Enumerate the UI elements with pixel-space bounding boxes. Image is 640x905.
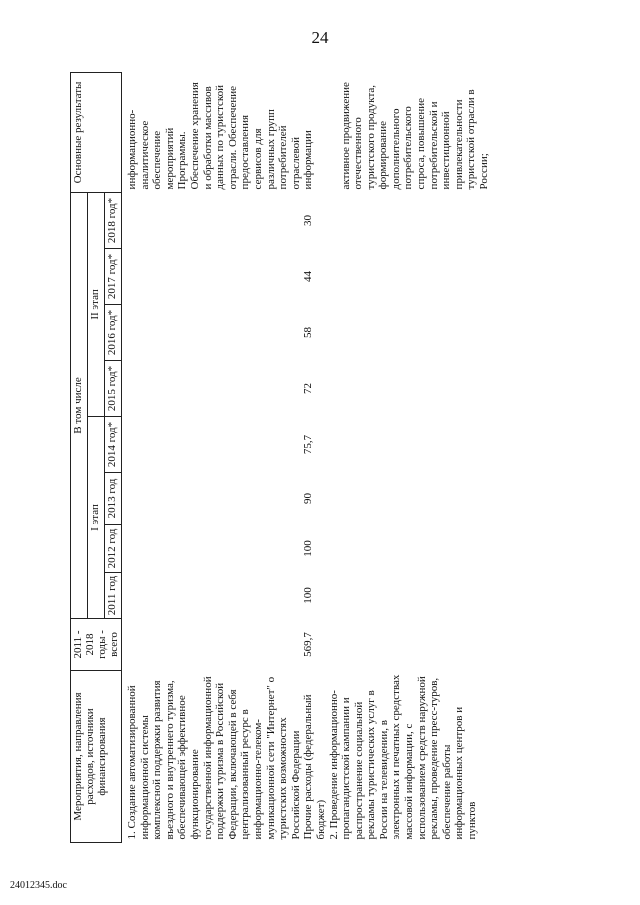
header-year: 2011 год bbox=[105, 573, 122, 619]
item-1-title: 1. Создание автоматизированной информационной системы комплексной поддержки развития въездного и внутреннего туризма, обеспечивающей эффективное функционирование государственной информационной поддержки туризма в Российской Федерации, включающей в себя централизованный ресурс в информационно-телеком-муникационной сети "Интернет" о туристских возможностях Российской Федерации bbox=[126, 676, 302, 840]
item-2-result: активное продвижение отечественного туристского продукта, формирование дополнительного потребительского спроса, повышение потребительской и инвестиционной привлекательности туристской отрасли в России; bbox=[339, 82, 491, 190]
header-activity: Мероприятия, направления расходов, источники финансирования bbox=[71, 671, 122, 843]
header-year: 2018 год* bbox=[105, 192, 122, 248]
item-1-result: информационно-аналитическое обеспечение мероприятий Программы. Обеспечение хранения и обработки массивов данных по туристской отрасли. Обеспечение предоставления сервисов для различных групп потребителей отраслевой информации bbox=[126, 82, 315, 190]
header-year: 2015 год* bbox=[105, 361, 122, 417]
item-1-value: 44 bbox=[302, 271, 315, 282]
header-results: Основные результаты bbox=[71, 72, 122, 192]
header-year: 2017 год* bbox=[105, 249, 122, 305]
item-1-value: 58 bbox=[302, 327, 315, 338]
header-year: 2013 год bbox=[105, 473, 122, 525]
item-1-value: 90 bbox=[302, 493, 315, 504]
budget-table bbox=[70, 72, 491, 843]
item-2-title: 2. Проведение информационно-пропагандистской кампании и распространение социальной рекламы туристических услуг в России на телевидении, в электронных и печатных средствах массовой информации, с использованием средств наружной рекламы, проведение пресс-туров, обеспечение работы информационных центров и пунктов bbox=[327, 674, 479, 840]
item-1-total: 569,7 bbox=[302, 632, 315, 657]
header-stage-2: II этап bbox=[88, 192, 105, 416]
table-row bbox=[126, 72, 302, 842]
item-1-value: 100 bbox=[302, 540, 315, 557]
header-stage-1: I этап bbox=[88, 417, 105, 619]
header-year: 2012 год bbox=[105, 525, 122, 573]
header-year: 2016 год* bbox=[105, 305, 122, 361]
header-year: 2014 год* bbox=[105, 417, 122, 473]
table-row bbox=[328, 72, 491, 842]
file-reference: 24012345.doc bbox=[10, 880, 67, 891]
item-1-expense-label: Прочие расходы (федеральный бюджет) bbox=[302, 694, 327, 840]
item-1-value: 72 bbox=[302, 383, 315, 394]
page-number: 24 bbox=[311, 28, 329, 47]
header-total: 2011 - 2018 годы - всего bbox=[71, 619, 122, 671]
item-1-value: 30 bbox=[302, 214, 315, 226]
rotated-table-area bbox=[70, 73, 570, 843]
item-1-value: 75,7 bbox=[302, 434, 315, 455]
item-1-value: 100 bbox=[302, 587, 315, 604]
header-including: В том числе bbox=[71, 192, 88, 618]
